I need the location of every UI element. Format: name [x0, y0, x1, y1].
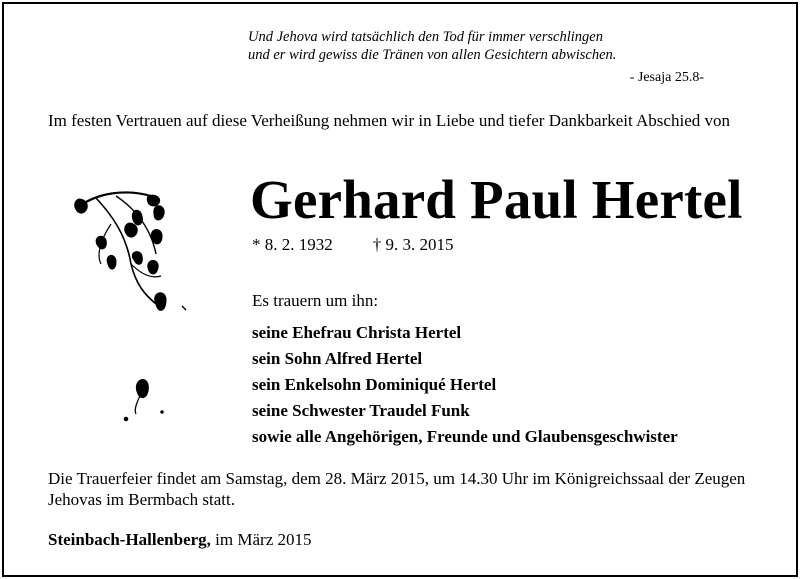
- signature-line: [48, 530, 312, 550]
- quote-reference: - Jesaja 25.8-: [629, 70, 704, 85]
- list-item: seine Schwester Traudel Funk: [252, 401, 470, 420]
- obituary-notice: [2, 2, 798, 577]
- list-item: sowie alle Angehörigen, Freunde und Glaubensgeschwister: [252, 427, 678, 446]
- ceremony-info: Die Trauerfeier findet am Samstag, dem 28. März 2015, um 14.30 Uhr im Königreichssaal der Zeugen Jehovas im Bermbach statt.: [48, 469, 746, 509]
- branch-with-leaves-icon: [56, 184, 196, 434]
- deceased-name: Gerhard Paul Hertel: [250, 169, 743, 230]
- list-item: sein Sohn Alfred Hertel: [252, 349, 423, 368]
- bible-quote: [248, 28, 718, 64]
- birth-date: * 8. 2. 1932: [252, 235, 333, 254]
- life-dates: [252, 235, 454, 255]
- signature-date: im März 2015: [215, 530, 312, 549]
- list-item: sein Enkelsohn Dominiqué Hertel: [252, 375, 497, 394]
- intro-text: Im festen Vertrauen auf diese Verheißung nehmen wir in Liebe und tiefer Dankbarkeit Abschied von: [48, 111, 730, 130]
- signature-place: Steinbach-Hallenberg,: [48, 530, 211, 549]
- quote-line-2: und er wird gewiss die Tränen von allen Gesichtern abwischen.: [248, 47, 617, 63]
- mourners-list: [252, 320, 678, 450]
- mourners-intro: Es trauern um ihn:: [252, 291, 379, 310]
- list-item: seine Ehefrau Christa Hertel: [252, 323, 462, 342]
- quote-line-1: Und Jehova wird tatsächlich den Tod für immer verschlingen: [248, 29, 603, 45]
- death-date: † 9. 3. 2015: [372, 235, 454, 254]
